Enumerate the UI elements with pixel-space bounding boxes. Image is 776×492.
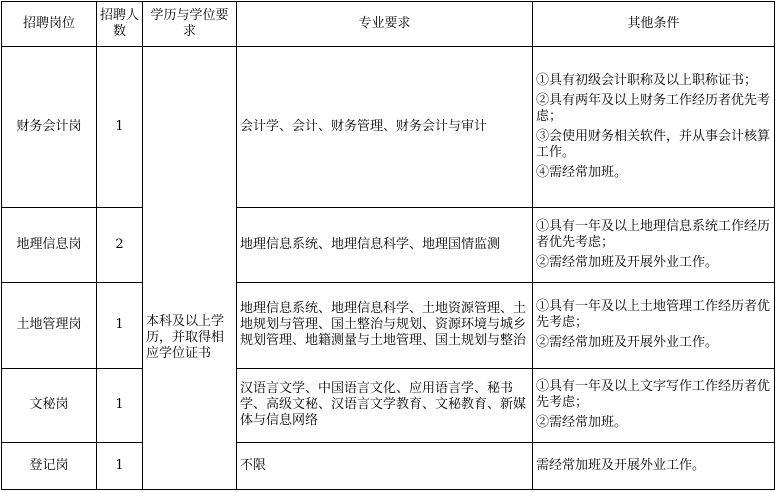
major-cell: 会计学、会计、财务管理、财务会计与审计 xyxy=(237,47,533,208)
position-cell: 地理信息岗 xyxy=(2,208,97,282)
condition-line: ①具有初级会计职称及以上职称证书； xyxy=(536,73,758,89)
condition-line: ①具有一年及以上地理信息系统工作经历者优先考虑； xyxy=(536,218,771,250)
header-row xyxy=(2,2,775,47)
recruitment-table xyxy=(1,1,775,490)
position-cell: 财务会计岗 xyxy=(2,47,97,208)
conditions-cell xyxy=(533,442,775,489)
header-position: 招聘岗位 xyxy=(2,2,97,47)
position-cell: 文秘岗 xyxy=(2,368,97,442)
condition-line: 需经常加班及开展外业工作。 xyxy=(536,457,706,473)
education-cell xyxy=(143,47,237,490)
header-other-conditions: 其他条件 xyxy=(533,2,775,47)
condition-line: ②具有两年及以上财务工作经历者优先考虑； xyxy=(536,93,771,125)
condition-line: ③会使用财务相关软件，并从事会计核算工作。 xyxy=(536,129,771,161)
header-count: 招聘人数 xyxy=(97,2,143,47)
header-education: 学历与学位要求 xyxy=(143,2,237,47)
major-cell: 不限 xyxy=(237,442,533,489)
condition-line: ②需经常加班及开展外业工作。 xyxy=(536,335,719,351)
position-cell: 土地管理岗 xyxy=(2,282,97,368)
table-row xyxy=(2,282,775,368)
major-cell: 地理信息系统、地理信息科学、土地资源管理、土地规划与管理、国土整治与规划、资源环境与城乡规划管理、地籍测量与土地管理、国土规划与整治 xyxy=(237,282,533,368)
count-cell: 1 xyxy=(97,282,143,368)
conditions-cell xyxy=(533,47,775,208)
count-cell: 2 xyxy=(97,208,143,282)
table-row xyxy=(2,442,775,489)
conditions-cell xyxy=(533,368,775,442)
table-row xyxy=(2,47,775,208)
condition-line: ①具有一年及以上土地管理工作经历者优先考虑； xyxy=(536,299,771,331)
condition-line: ②需经常加班。 xyxy=(536,415,628,431)
table-row xyxy=(2,208,775,282)
count-cell: 1 xyxy=(97,442,143,489)
count-cell: 1 xyxy=(97,47,143,208)
conditions-cell xyxy=(533,282,775,368)
condition-line: ④需经常加班。 xyxy=(536,165,628,181)
conditions-cell xyxy=(533,208,775,282)
condition-line: ①具有一年及以上文字写作工作经历者优先考虑； xyxy=(536,379,771,411)
major-cell: 汉语言文学、中国语言文化、应用语言学、秘书学、高级文秘、汉语言文学教育、文秘教育、新媒体与信息网络 xyxy=(237,368,533,442)
position-cell: 登记岗 xyxy=(2,442,97,489)
major-cell: 地理信息系统、地理信息科学、地理国情监测 xyxy=(237,208,533,282)
count-cell: 1 xyxy=(97,368,143,442)
education-text: 本科及以上学历，并取得相应学位证书 xyxy=(146,314,225,362)
header-major: 专业要求 xyxy=(237,2,533,47)
condition-line: ②需经常加班及开展外业工作。 xyxy=(536,254,719,270)
table-row xyxy=(2,368,775,442)
